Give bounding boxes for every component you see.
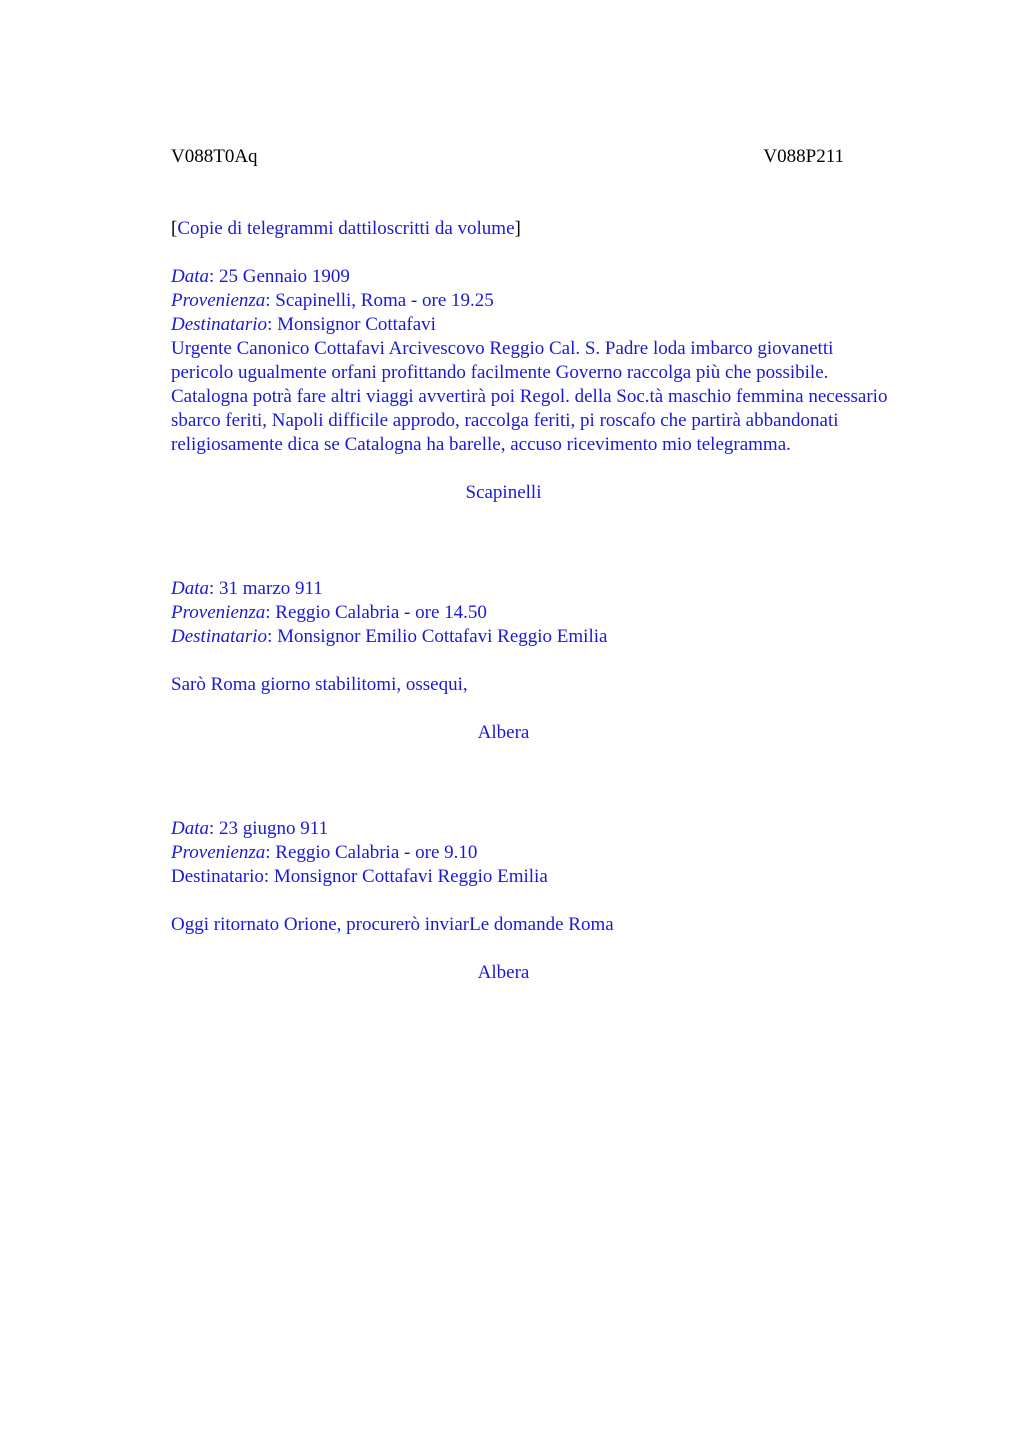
origin-value: : Reggio Calabria - ore 9.10 [265,842,478,863]
telegram-origin [171,601,896,625]
telegram-signature: Albera [477,962,530,983]
origin-value: : Reggio Calabria - ore 14.50 [265,602,487,623]
telegram-body: Sarò Roma giorno stabilitomi, ossequi, [171,674,468,695]
date-label: Data [171,578,209,599]
recipient-label: Destinatario [171,626,268,647]
telegram-date [171,577,896,601]
recipient-label: Destinatario [171,314,268,335]
date-label: Data [171,266,209,287]
date-value: : 31 marzo 911 [209,578,323,599]
bracket-open: [ [171,218,178,239]
telegram-2 [171,577,896,745]
telegram-recipient: Destinatario: Monsignor Cottafavi Reggio Emilia [171,866,548,887]
telegram-body: Oggi ritornato Orione, procurerò inviarLe domande Roma [171,914,614,935]
telegram-1 [171,265,896,505]
telegram-recipient [171,625,896,649]
telegram-signature: Scapinelli [465,482,542,503]
bracket-close: ] [514,218,521,239]
date-label: Data [171,818,209,839]
telegram-signature: Albera [477,722,530,743]
origin-value: : Scapinelli, Roma - ore 19.25 [265,290,494,311]
telegram-origin [171,289,896,313]
telegram-date [171,817,896,841]
recipient-value: : Monsignor Cottafavi [267,314,436,335]
recipient-value: : Monsignor Emilio Cottafavi Reggio Emilia [267,626,608,647]
intro-note [171,217,896,241]
telegram-recipient [171,313,896,337]
telegram-3 [171,817,896,985]
origin-label: Provenienza [171,290,266,311]
telegram-date [171,265,896,289]
origin-label: Provenienza [171,602,266,623]
date-value: : 23 giugno 911 [209,818,329,839]
telegram-body: Urgente Canonico Cottafavi Arcivescovo Reggio Cal. S. Padre loda imbarco giovanetti pericolo ugualmente orfani profittando facilmente Governo raccolga più che possibile. Catalogna potrà fare altri viaggi avvertirà poi Regol. della Soc.tà maschio femmina necessario sbarco feriti, Napoli difficile approdo, raccolga feriti, pi roscafo che partirà abbandonati religiosamente dica se Catalogna ha barelle, accuso ricevimento mio telegramma. [171,338,888,455]
origin-label: Provenienza [171,842,266,863]
document-page [171,145,896,985]
intro-text: Copie di telegrammi dattiloscritti da volume [177,218,515,239]
document-id-left: V088T0Aq [171,146,258,167]
date-value: : 25 Gennaio 1909 [209,266,350,287]
document-id-right: V088P211 [763,146,844,167]
document-header [171,145,844,169]
telegram-origin [171,841,896,865]
